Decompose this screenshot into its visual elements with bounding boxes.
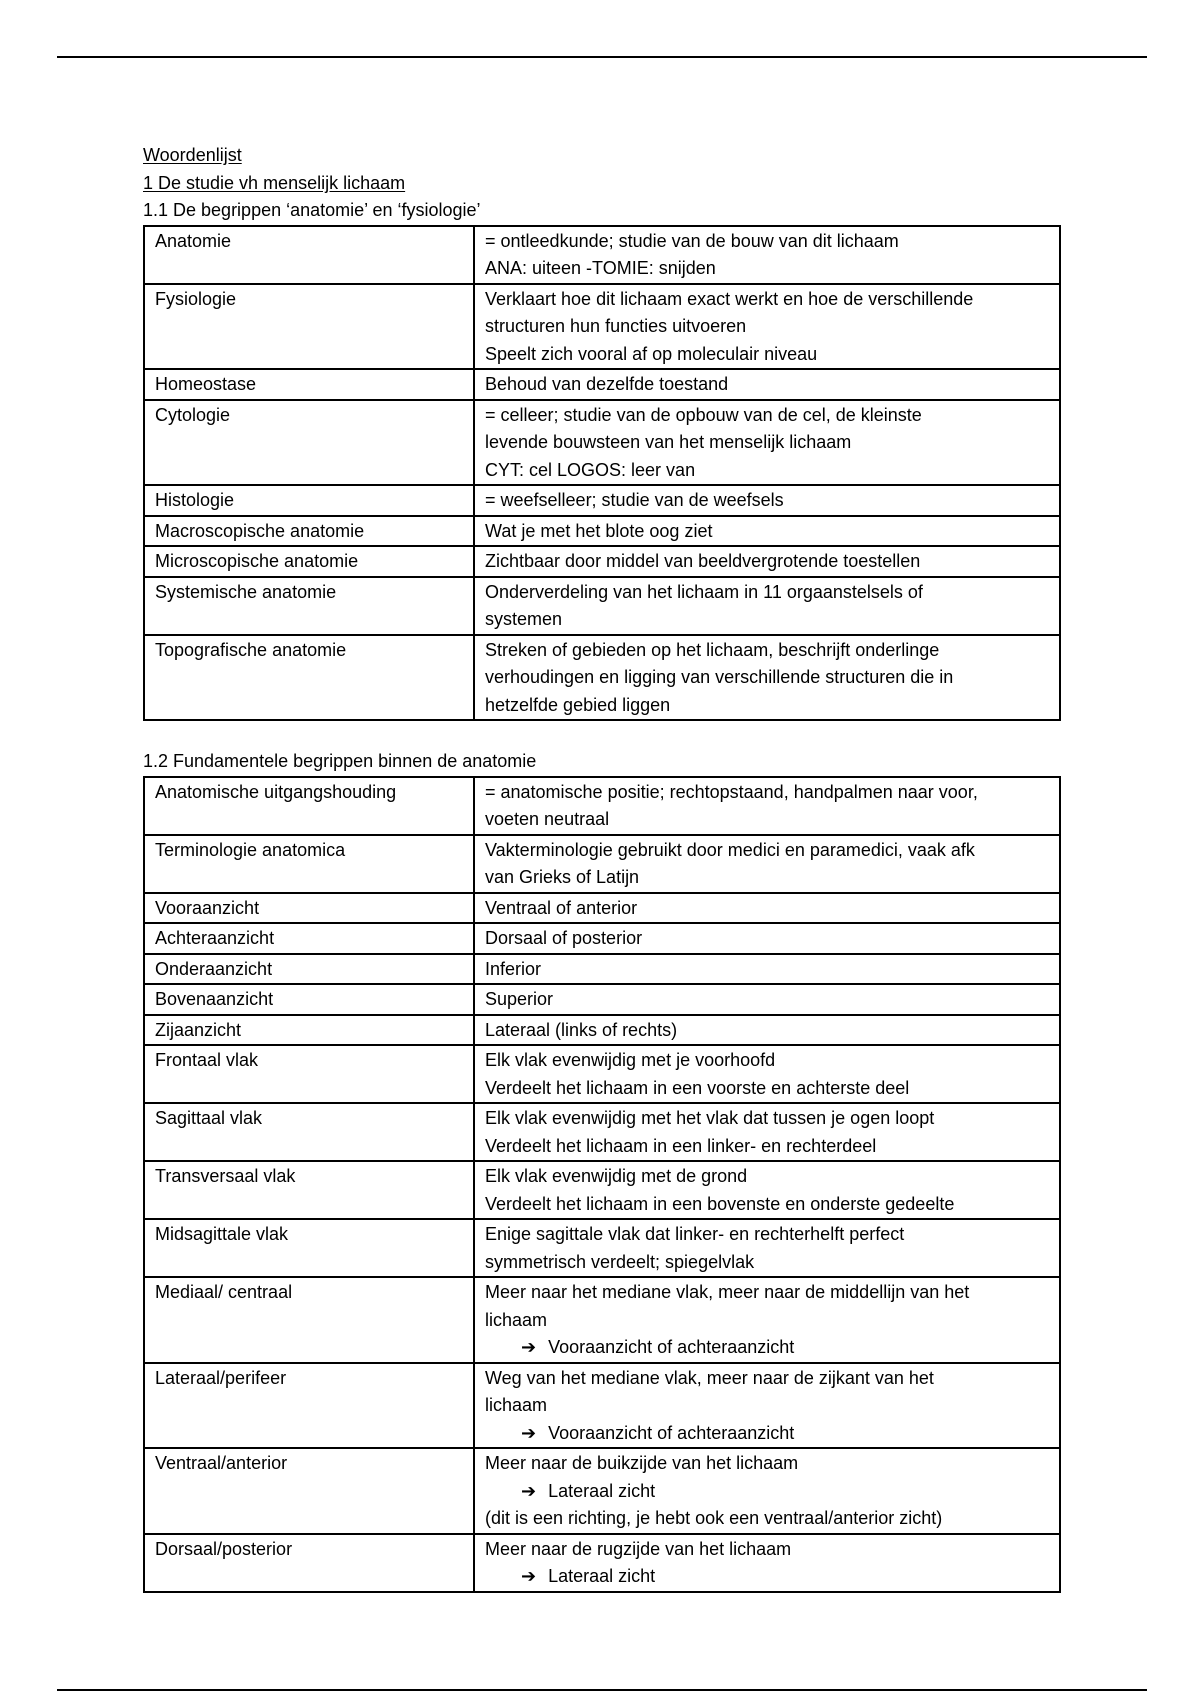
term-cell: Transversaal vlak [144, 1161, 474, 1219]
definition-line: van Grieks of Latijn [485, 867, 640, 887]
table-row [144, 516, 1060, 547]
term-cell: Histologie [144, 485, 474, 516]
definition-line: hetzelfde gebied liggen [485, 694, 671, 715]
arrow-right-icon: ➔ [521, 1337, 537, 1357]
definition-line: Verdeelt het lichaam in een linker- en rechterdeel [485, 1135, 877, 1156]
table-row [144, 893, 1060, 924]
table-row [144, 485, 1060, 516]
definition-line: Lateraal zicht [548, 1480, 656, 1501]
definition-line: Verklaart hoe dit lichaam exact werkt en hoe de verschillende [485, 288, 974, 309]
term-cell: Anatomische uitgangshouding [144, 777, 474, 835]
definition-line: structuren hun functies uitvoeren [485, 316, 747, 336]
glossary-table [143, 225, 1061, 722]
term-cell: Zijaanzicht [144, 1015, 474, 1046]
arrow-line [485, 1478, 1049, 1506]
arrow-line [485, 1334, 1049, 1362]
term-cell: Anatomie [144, 226, 474, 284]
definition-line: Verdeelt het lichaam in een bovenste en onderste gedeelte [485, 1193, 955, 1214]
table-row [144, 777, 1060, 835]
table-row [144, 835, 1060, 893]
definition-line: Dorsaal of posterior [485, 928, 643, 948]
term-cell: Sagittaal vlak [144, 1103, 474, 1161]
term-cell: Cytologie [144, 400, 474, 486]
header-rule [57, 56, 1147, 58]
section-title: 1.2 Fundamentele begrippen binnen de anatomie [143, 751, 537, 771]
arrow-right-icon: ➔ [521, 1480, 537, 1501]
definition-cell [474, 516, 1060, 547]
table-row [144, 984, 1060, 1015]
definition-line: Elk vlak evenwijdig met de grond [485, 1166, 748, 1186]
definition-cell [474, 1363, 1060, 1449]
table-row [144, 1534, 1060, 1592]
table-row [144, 369, 1060, 400]
definition-cell [474, 369, 1060, 400]
definition-line: Vooraanzicht of achteraanzicht [548, 1337, 795, 1357]
definition-cell [474, 577, 1060, 635]
section-title: 1.1 De begrippen ‘anatomie’ en ‘fysiologie’ [143, 200, 481, 220]
definition-line: Superior [485, 989, 554, 1009]
table-row [144, 1448, 1060, 1534]
definition-cell [474, 923, 1060, 954]
term-cell: Terminologie anatomica [144, 835, 474, 893]
definition-line: Behoud van dezelfde toestand [485, 374, 729, 394]
term-cell: Ventraal/anterior [144, 1448, 474, 1534]
definition-cell [474, 485, 1060, 516]
definition-cell [474, 226, 1060, 284]
table-row [144, 635, 1060, 721]
definition-cell [474, 777, 1060, 835]
definition-cell [474, 635, 1060, 721]
table-row [144, 546, 1060, 577]
definition-cell [474, 835, 1060, 893]
table-row [144, 923, 1060, 954]
table-row [144, 226, 1060, 284]
definition-line: Meer naar de buikzijde van het lichaam [485, 1453, 799, 1473]
table-row [144, 1103, 1060, 1161]
term-cell: Macroscopische anatomie [144, 516, 474, 547]
definition-cell [474, 1277, 1060, 1363]
definition-line: Ventraal of anterior [485, 897, 638, 918]
definition-line: Lateraal zicht [548, 1566, 656, 1586]
definition-line: Vooraanzicht of achteraanzicht [548, 1422, 795, 1443]
table-row [144, 1363, 1060, 1449]
section-1-1 [143, 197, 1061, 721]
term-cell: Lateraal/perifeer [144, 1363, 474, 1449]
term-cell: Topografische anatomie [144, 635, 474, 721]
arrow-right-icon: ➔ [521, 1422, 537, 1443]
definition-line: Lateraal (links of rechts) [485, 1019, 678, 1040]
table-row [144, 577, 1060, 635]
definition-line: lichaam [485, 1309, 548, 1330]
definition-line: Vakterminologie gebruikt door medici en paramedici, vaak afk [485, 839, 975, 860]
definition-cell [474, 1534, 1060, 1592]
definition-line: verhoudingen en ligging van verschillende structuren die in [485, 667, 954, 687]
table-row [144, 954, 1060, 985]
definition-line: = anatomische positie; rechtopstaand, handpalmen naar voor, [485, 781, 978, 802]
definition-cell [474, 1448, 1060, 1534]
term-cell: Onderaanzicht [144, 954, 474, 985]
definition-line: Onderverdeling van het lichaam in 11 orgaanstelsels of [485, 581, 923, 602]
definition-line: CYT: cel LOGOS: leer van [485, 459, 696, 480]
term-cell: Fysiologie [144, 284, 474, 370]
definition-cell [474, 284, 1060, 370]
term-cell: Achteraanzicht [144, 923, 474, 954]
definition-line: Wat je met het blote oog ziet [485, 520, 713, 541]
glossary-table [143, 776, 1061, 1593]
definition-line: (dit is een richting, je hebt ook een ventraal/anterior zicht) [485, 1508, 943, 1528]
glossary-table-body [144, 777, 1060, 1592]
definition-line: Streken of gebieden op het lichaam, beschrijft onderlinge [485, 639, 940, 660]
definition-line: voeten neutraal [485, 809, 610, 829]
definition-line: symmetrisch verdeelt; spiegelvlak [485, 1251, 755, 1272]
definition-line: Meer naar de rugzijde van het lichaam [485, 1538, 792, 1559]
table-row [144, 1161, 1060, 1219]
section-1-2 [143, 748, 1061, 1593]
chapter-title: 1 De studie vh menselijk lichaam [143, 172, 406, 193]
page-heading: Woordenlijst [143, 145, 242, 165]
table-row [144, 284, 1060, 370]
table-row [144, 400, 1060, 486]
definition-line: = ontleedkunde; studie van de bouw van dit lichaam [485, 230, 899, 251]
definition-line: systemen [485, 609, 563, 629]
term-cell: Bovenaanzicht [144, 984, 474, 1015]
footer-rule [57, 1689, 1147, 1691]
definition-cell [474, 893, 1060, 924]
term-cell: Homeostase [144, 369, 474, 400]
definition-cell [474, 400, 1060, 486]
definition-line: lichaam [485, 1395, 548, 1415]
definition-line: Weg van het mediane vlak, meer naar de zijkant van het [485, 1367, 934, 1388]
term-cell: Dorsaal/posterior [144, 1534, 474, 1592]
term-cell: Systemische anatomie [144, 577, 474, 635]
definition-line: levende bouwsteen van het menselijk lichaam [485, 432, 852, 452]
definition-line: Meer naar het mediane vlak, meer naar de middellijn van het [485, 1282, 970, 1302]
definition-cell [474, 1015, 1060, 1046]
definition-cell [474, 1045, 1060, 1103]
arrow-right-icon: ➔ [521, 1566, 537, 1586]
term-cell: Vooraanzicht [144, 893, 474, 924]
term-cell: Mediaal/ centraal [144, 1277, 474, 1363]
term-cell: Frontaal vlak [144, 1045, 474, 1103]
definition-line: Verdeelt het lichaam in een voorste en achterste deel [485, 1077, 910, 1098]
definition-line: Inferior [485, 958, 542, 979]
definition-cell [474, 1219, 1060, 1277]
table-row [144, 1277, 1060, 1363]
definition-line: Speelt zich vooral af op moleculair niveau [485, 343, 818, 364]
definition-cell [474, 984, 1060, 1015]
definition-cell [474, 1103, 1060, 1161]
document-body [143, 142, 1061, 1593]
definition-cell [474, 546, 1060, 577]
table-row [144, 1045, 1060, 1103]
arrow-line [485, 1563, 1049, 1591]
table-row [144, 1015, 1060, 1046]
arrow-line [485, 1420, 1049, 1448]
definition-cell [474, 954, 1060, 985]
glossary-table-body [144, 226, 1060, 721]
section-spacer [143, 721, 1061, 748]
definition-line: Elk vlak evenwijdig met het vlak dat tussen je ogen loopt [485, 1108, 935, 1128]
definition-line: Zichtbaar door middel van beeldvergrotende toestellen [485, 551, 921, 571]
term-cell: Microscopische anatomie [144, 546, 474, 577]
term-cell: Midsagittale vlak [144, 1219, 474, 1277]
table-row [144, 1219, 1060, 1277]
definition-line: = weefselleer; studie van de weefsels [485, 490, 784, 510]
definition-line: Enige sagittale vlak dat linker- en rechterhelft perfect [485, 1224, 905, 1244]
definition-line: ANA: uiteen -TOMIE: snijden [485, 258, 716, 278]
definition-cell [474, 1161, 1060, 1219]
definition-line: Elk vlak evenwijdig met je voorhoofd [485, 1050, 776, 1070]
definition-line: = celleer; studie van de opbouw van de cel, de kleinste [485, 404, 922, 425]
